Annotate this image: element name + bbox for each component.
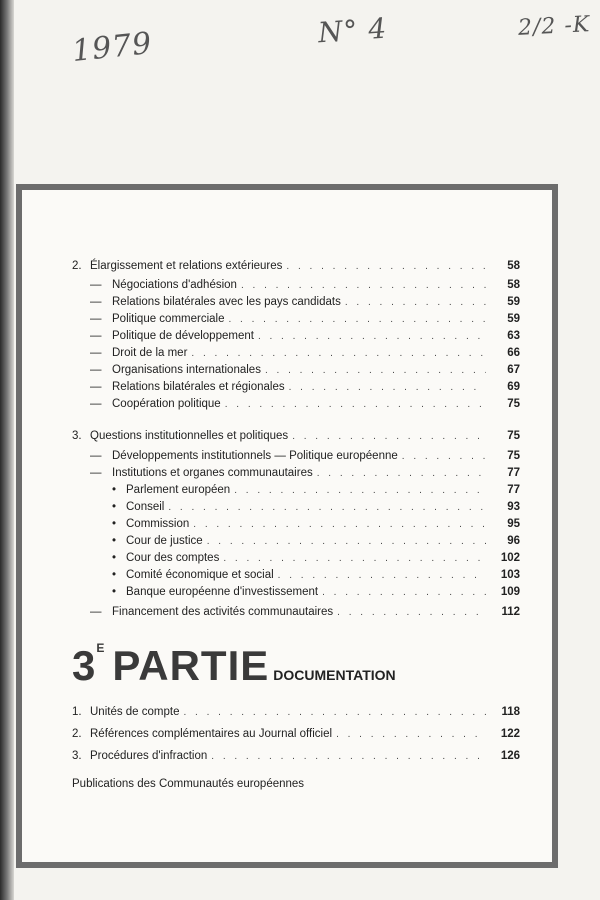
bullet: •: [112, 586, 117, 598]
leader-dots: [336, 729, 486, 740]
page-number: 93: [507, 501, 520, 513]
page-number: 126: [500, 750, 520, 762]
dash: —: [90, 296, 102, 308]
item-label: Politique commerciale: [112, 313, 225, 325]
leader-dots: [184, 707, 487, 718]
toc-subitem[interactable]: [72, 535, 520, 552]
part-superscript: E: [96, 641, 105, 655]
page-number: 109: [500, 586, 520, 598]
item-label: Parlement européen: [126, 484, 231, 496]
dash: —: [90, 606, 102, 618]
toc-subitem[interactable]: [72, 569, 520, 586]
page-number: 67: [507, 364, 520, 376]
leader-dots: [258, 331, 486, 342]
item-label: Conseil: [126, 501, 165, 513]
leader-dots: [289, 382, 486, 393]
section-title: Questions institutionnelles et politiques: [90, 430, 289, 442]
leader-dots: [168, 502, 486, 513]
handwritten-mark: 2/2 -K: [517, 12, 591, 41]
leader-dots: [207, 536, 486, 547]
item-label: Financement des activités communautaires: [112, 606, 334, 618]
toc-item[interactable]: [72, 279, 520, 296]
dash: —: [90, 279, 102, 291]
item-label: Relations bilatérales et régionales: [112, 381, 285, 393]
toc-item[interactable]: [72, 398, 520, 415]
page-number: 96: [507, 535, 520, 547]
leader-dots: [193, 519, 486, 530]
item-label: Cour de justice: [126, 535, 203, 547]
leader-dots: [223, 553, 486, 564]
leader-dots: [292, 431, 486, 442]
page-number: 112: [501, 606, 520, 618]
toc-item[interactable]: [72, 330, 520, 347]
book-spine-shadow: [0, 0, 14, 900]
toc-item[interactable]: [72, 381, 520, 398]
item-number: 3.: [72, 750, 82, 762]
leader-dots: [191, 348, 486, 359]
bullet: •: [112, 501, 117, 513]
leader-dots: [345, 297, 486, 308]
item-label: Procédures d'infraction: [90, 750, 208, 762]
page-number: 75: [507, 398, 520, 410]
page-number: 59: [507, 313, 520, 325]
page-number: 77: [507, 467, 520, 479]
dash: —: [90, 364, 102, 376]
part-3-heading: [72, 641, 396, 690]
item-label: Coopération politique: [112, 398, 221, 410]
toc-item[interactable]: [72, 606, 520, 623]
toc-doc-item[interactable]: [72, 706, 520, 723]
page-number: 122: [500, 728, 520, 740]
bullet: •: [112, 535, 117, 547]
page-number: 66: [507, 347, 520, 359]
part-subtitle: DOCUMENTATION: [273, 667, 396, 683]
dash: —: [90, 467, 102, 479]
part-number: 3: [72, 642, 97, 689]
dash: —: [90, 347, 102, 359]
bullet: •: [112, 569, 117, 581]
page-number: 75: [507, 430, 520, 442]
section-title: Élargissement et relations extérieures: [90, 260, 283, 272]
item-label: Développements institutionnels — Politique européenne: [112, 450, 398, 462]
page-number: 118: [501, 706, 520, 718]
page-number: 77: [507, 484, 520, 496]
item-label: Organisations internationales: [112, 364, 261, 376]
item-label: Cour des comptes: [126, 552, 220, 564]
item-label: Institutions et organes communautaires: [112, 467, 313, 479]
item-number: 2.: [72, 728, 82, 740]
section-number: 3.: [72, 430, 82, 442]
toc-subitem[interactable]: [72, 518, 520, 535]
leader-dots: [278, 570, 486, 581]
toc-subitem[interactable]: [72, 552, 520, 569]
contents-frame: [16, 184, 558, 868]
item-label: Unités de compte: [90, 706, 180, 718]
leader-dots: [229, 314, 487, 325]
toc-item[interactable]: [72, 364, 520, 381]
toc-item[interactable]: [72, 347, 520, 364]
toc-section-3[interactable]: [72, 430, 520, 447]
section-number: 2.: [72, 260, 82, 272]
dash: —: [90, 381, 102, 393]
page-number: 102: [500, 552, 520, 564]
item-number: 1.: [72, 706, 82, 718]
page-number: 59: [507, 296, 520, 308]
item-label: Commission: [126, 518, 190, 530]
toc-subitem[interactable]: [72, 586, 520, 603]
dash: —: [90, 450, 102, 462]
toc-doc-item[interactable]: [72, 728, 520, 745]
publications-line[interactable]: Publications des Communautés européennes: [72, 778, 305, 790]
page-number: 95: [507, 518, 520, 530]
item-label: Politique de développement: [112, 330, 254, 342]
leader-dots: [322, 587, 486, 598]
leader-dots: [337, 607, 486, 618]
leader-dots: [402, 451, 486, 462]
item-label: Comité économique et social: [126, 569, 274, 581]
item-label: Relations bilatérales avec les pays candidats: [112, 296, 341, 308]
bullet: •: [112, 518, 117, 530]
page-number: 69: [507, 381, 520, 393]
bullet: •: [112, 552, 117, 564]
toc-item[interactable]: [72, 296, 520, 313]
toc-item[interactable]: [72, 313, 520, 330]
handwritten-year: 1979: [70, 25, 154, 70]
toc-item[interactable]: [72, 467, 520, 484]
dash: —: [90, 330, 102, 342]
page-number: 58: [507, 279, 520, 291]
toc-subitem[interactable]: [72, 501, 520, 518]
part-word: PARTIE: [112, 642, 270, 689]
leader-dots: [225, 399, 486, 410]
dash: —: [90, 313, 102, 325]
leader-dots: [211, 751, 486, 762]
bullet: •: [112, 484, 117, 496]
item-label: Négociations d'adhésion: [112, 279, 237, 291]
toc-doc-item[interactable]: [72, 750, 520, 767]
toc-item[interactable]: [72, 450, 520, 467]
page-number: 75: [507, 450, 520, 462]
page-number: 103: [500, 569, 520, 581]
leader-dots: [317, 468, 486, 479]
handwritten-issue-number: N° 4: [316, 11, 389, 50]
leader-dots: [234, 485, 486, 496]
item-label: Banque européenne d'investissement: [126, 586, 319, 598]
page-number: 63: [507, 330, 520, 342]
toc-subitem[interactable]: [72, 484, 520, 501]
leader-dots: [265, 365, 486, 376]
page-number: 58: [507, 260, 520, 272]
toc-section-2[interactable]: [72, 260, 520, 277]
item-label: Droit de la mer: [112, 347, 188, 359]
item-label: Références complémentaires au Journal officiel: [90, 728, 333, 740]
dash: —: [90, 398, 102, 410]
leader-dots: [286, 261, 486, 272]
leader-dots: [241, 280, 486, 291]
